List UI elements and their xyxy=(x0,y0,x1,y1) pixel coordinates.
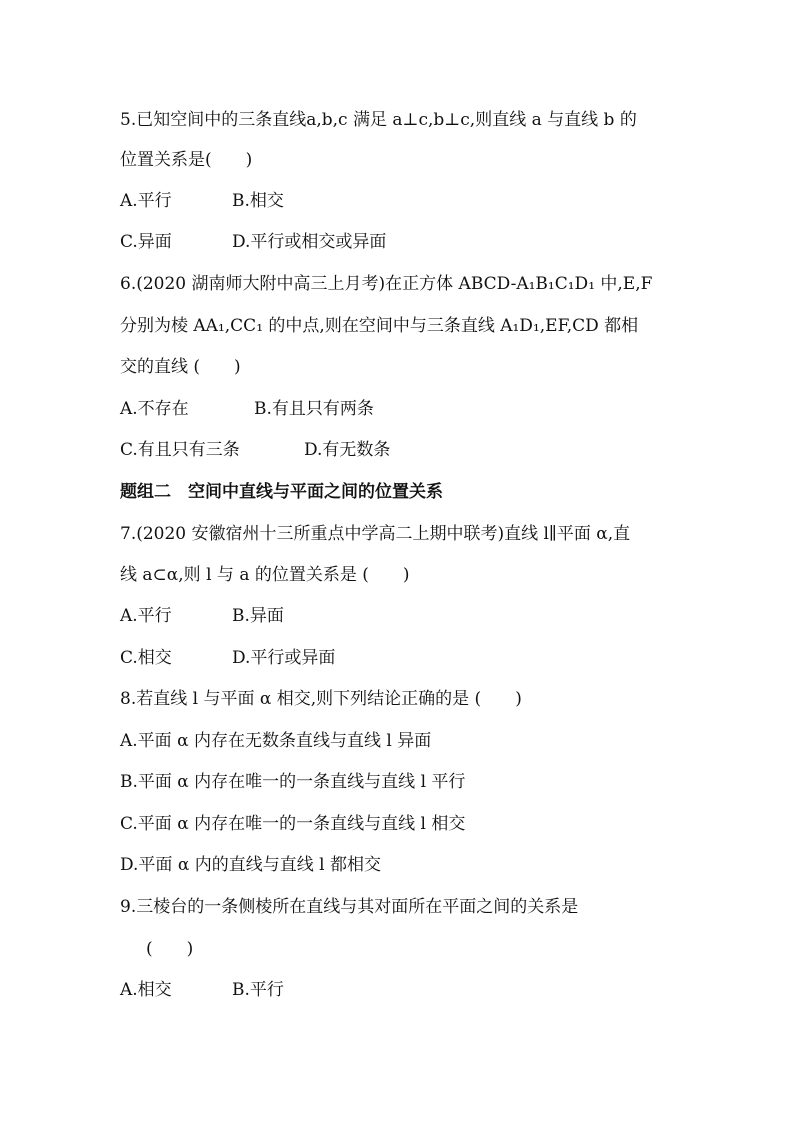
q9-options-row1 xyxy=(120,978,284,1002)
q9-option-a[interactable]: A.相交 xyxy=(120,980,172,1000)
q5-options-row2 xyxy=(120,230,386,254)
q8-option-d[interactable]: D.平面 α 内的直线与直线 l 都相交 xyxy=(120,855,381,875)
q5-option-c[interactable]: C.异面 xyxy=(120,232,172,252)
q7-option-c[interactable]: C.相交 xyxy=(120,648,172,668)
q9-option-b[interactable]: B.平行 xyxy=(232,980,284,1000)
q6-option-d[interactable]: D.有无数条 xyxy=(304,440,391,460)
q5-option-b[interactable]: B.相交 xyxy=(232,191,284,211)
q7-option-a[interactable]: A.平行 xyxy=(120,606,172,626)
q8-option-c[interactable]: C.平面 α 内存在唯一的一条直线与直线 l 相交 xyxy=(120,814,466,834)
q8-stem-line1: 8.若直线 l 与平面 α 相交,则下列结论正确的是 ( ) xyxy=(120,689,522,709)
q7-options-row2 xyxy=(120,646,335,670)
q7-option-d[interactable]: D.平行或异面 xyxy=(232,648,336,668)
q5-option-d[interactable]: D.平行或相交或异面 xyxy=(232,232,387,252)
q6-option-b[interactable]: B.有且只有两条 xyxy=(254,399,374,419)
q9-stem-line2: ( ) xyxy=(146,939,194,959)
q7-options-row1 xyxy=(120,604,284,628)
q6-options-row1 xyxy=(120,397,374,421)
q6-option-c[interactable]: C.有且只有三条 xyxy=(120,440,240,460)
q5-options-row1 xyxy=(120,189,284,213)
q8-option-b[interactable]: B.平面 α 内存在唯一的一条直线与直线 l 平行 xyxy=(120,772,466,792)
q7-stem-line1: 7.(2020 安徽宿州十三所重点中学高二上期中联考)直线 l∥平面 α,直 xyxy=(120,524,631,544)
q6-stem-line1: 6.(2020 湖南师大附中高三上月考)在正方体 ABCD-A₁B₁C₁D₁ 中,E,F xyxy=(120,274,653,294)
q5-option-a[interactable]: A.平行 xyxy=(120,191,172,211)
q6-stem-line2: 分别为棱 AA₁,CC₁ 的中点,则在空间中与三条直线 A₁D₁,EF,CD 都相 xyxy=(120,316,639,336)
q7-option-b[interactable]: B.异面 xyxy=(232,606,284,626)
q7-stem-line2: 线 a⊂α,则 l 与 a 的位置关系是 ( ) xyxy=(120,565,410,585)
section-heading: 题组二 空间中直线与平面之间的位置关系 xyxy=(120,482,443,502)
q6-stem-line3: 交的直线 ( ) xyxy=(120,357,241,377)
q5-stem-line1: 5.已知空间中的三条直线a,b,c 满足 a⊥c,b⊥c,则直线 a 与直线 b 的 xyxy=(120,110,637,130)
q9-stem-line1: 9.三棱台的一条侧棱所在直线与其对面所在平面之间的关系是 xyxy=(120,897,579,917)
q6-option-a[interactable]: A.不存在 xyxy=(120,399,189,419)
q6-options-row2 xyxy=(120,438,390,462)
q5-stem-line2: 位置关系是( ) xyxy=(120,150,253,170)
q8-option-a[interactable]: A.平面 α 内存在无数条直线与直线 l 异面 xyxy=(120,731,432,751)
